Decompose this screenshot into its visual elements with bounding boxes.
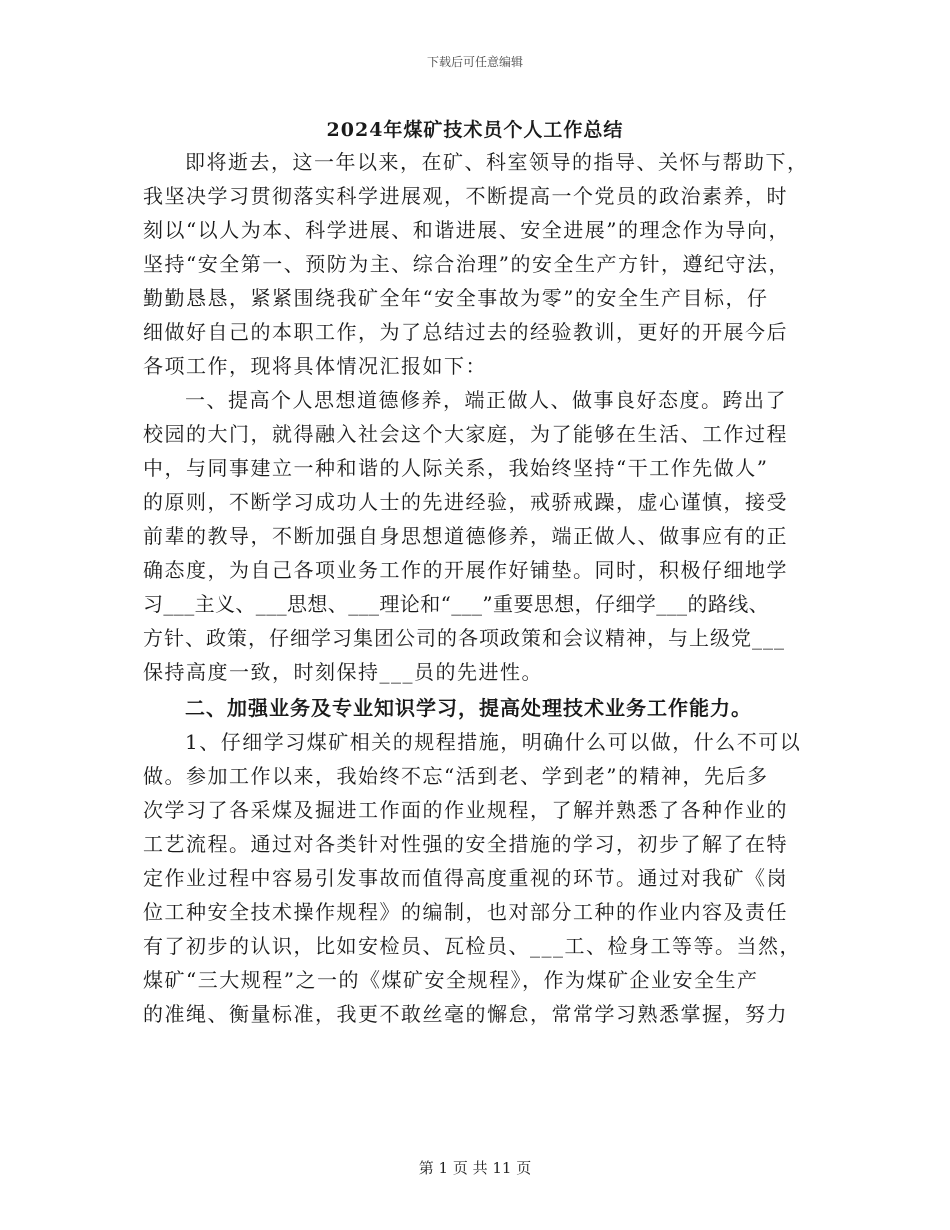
section-heading-bold: 二、加强业务及专业知识学习，提高处理技术业务工作能力。 [185, 696, 752, 720]
page-header-note: 下载后可任意编辑 [426, 55, 523, 69]
paragraph-line: 中，与同事建立一种和谐的人际关系，我始终坚持“干工作先做人” [143, 456, 769, 480]
paragraph-line: 1、仔细学习煤矿相关的规程措施，明确什么可以做，什么不可以 [185, 730, 802, 754]
paragraph-line: 细做好自己的本职工作，为了总结过去的经验教训，更好的开展今后 [143, 320, 788, 344]
paragraph-line: 校园的大门，就得融入社会这个大家庭，为了能够在生活、工作过程 [143, 422, 788, 446]
section-heading-line: 一、提高个人思想道德修养，端正做人、做事良好态度。跨出了 [185, 388, 787, 412]
paragraph-line: 刻以“以人为本、科学进展、和谐进展、安全进展”的理念作为导向， [143, 218, 790, 242]
paragraph-line: 做。参加工作以来，我始终不忘“活到老、学到老”的精神，先后多 [143, 764, 769, 788]
paragraph-line: 坚持“安全第一、预防为主、综合治理”的安全生产方针，遵纪守法， [143, 252, 790, 276]
paragraph-line: 各项工作，现将具体情况汇报如下： [143, 354, 487, 378]
page-footer-number: 第 1 页 共 11 页 [418, 1159, 532, 1177]
paragraph-line: 的准绳、衡量标准，我更不敢丝毫的懈怠，常常学习熟悉掌握，努力 [143, 1002, 788, 1026]
paragraph-line: 有了初步的认识，比如安检员、瓦检员、___工、检身工等等。当然， [143, 934, 801, 958]
paragraph-line: 即将逝去，这一年以来，在矿、科室领导的指导、关怀与帮助下， [185, 150, 809, 174]
paragraph-line: 保持高度一致，时刻保持___员的先进性。 [143, 660, 543, 684]
paragraph-line: 次学习了各采煤及掘进工作面的作业规程，了解并熟悉了各种作业的 [143, 798, 788, 822]
paragraph-line: 方针、政策，仔细学习集团公司的各项政策和会议精神，与上级党___ [143, 626, 785, 650]
paragraph-line: 煤矿“三大规程”之一的《煤矿安全规程》，作为煤矿企业安全生产 [143, 968, 759, 992]
document-title: 2024年煤矿技术员个人工作总结 [326, 119, 624, 141]
paragraph-line: 定作业过程中容易引发事故而值得高度重视的环节。通过对我矿《岗 [143, 866, 788, 890]
paragraph-line: 的原则，不断学习成功人士的先进经验，戒骄戒躁，虚心谨慎，接受 [143, 490, 788, 514]
paragraph-line: 确态度，为自己各项业务工作的开展作好铺垫。同时，积极仔细地学 [143, 558, 788, 582]
paragraph-line: 习___主义、___思想、___理论和“___”重要思想，仔细学___的路线、 [143, 592, 770, 616]
paragraph-line: 勤勤恳恳，紧紧围绕我矿全年“安全事故为零”的安全生产目标，仔 [143, 286, 769, 310]
paragraph-line: 位工种安全技术操作规程》的编制，也对部分工种的作业内容及责任 [143, 900, 788, 924]
paragraph-line: 前辈的教导，不断加强自身思想道德修养，端正做人、做事应有的正 [143, 524, 788, 548]
paragraph-line: 工艺流程。通过对各类针对性强的安全措施的学习，初步了解了在特 [143, 832, 788, 856]
paragraph-line: 我坚决学习贯彻落实科学进展观，不断提高一个党员的政治素养，时 [143, 184, 788, 208]
